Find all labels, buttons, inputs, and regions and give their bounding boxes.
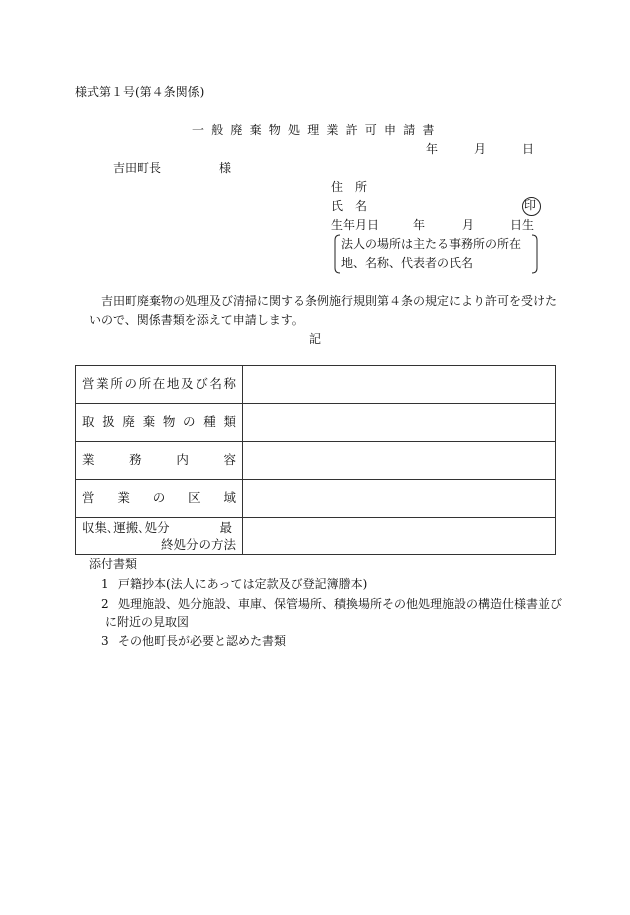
row-label: 業務内容: [76, 442, 243, 480]
row-value[interactable]: [243, 518, 556, 555]
corp-note-line1: 法人の場所は主たる事務所の所在: [341, 237, 522, 251]
row-value[interactable]: [243, 480, 556, 518]
row-label: 営業の区域: [76, 480, 243, 518]
table-row: [76, 480, 556, 518]
row-label: 収集､運搬､処分 最 終処分の方法: [76, 518, 243, 555]
seal-label: 印: [524, 198, 537, 212]
row-value[interactable]: [243, 442, 556, 480]
form-number: 様式第１号(第４条関係): [75, 85, 205, 99]
body-line1: 吉田町廃棄物の処理及び清掃に関する条例施行規則第４条の規定により許可を受けた: [101, 294, 558, 308]
attachment-text-cont: に附近の見取図: [105, 615, 190, 629]
attachment-text: その他町長が必要と認めた書類: [118, 634, 287, 648]
attachment-text: 戸籍抄本(法人にあっては定款及び登記簿謄本): [118, 577, 368, 591]
seal-circle: [522, 197, 541, 216]
corp-note-line2: 地、名称、代表者の氏名: [341, 256, 474, 270]
table-row: [76, 442, 556, 480]
ki-mark: 記: [309, 332, 322, 346]
date-day: 日: [522, 142, 535, 156]
attachment-text: 処理施設、処分施設、車庫、保管場所、積換場所その他処理施設の構造仕様書並び: [118, 597, 563, 611]
date-month: 月: [474, 142, 487, 156]
form-title: 一般廃棄物処理業許可申請書: [192, 123, 442, 137]
body-line2: いので、関係書類を添えて申請します。: [89, 313, 304, 327]
row-label: 取扱廃棄物の種類: [76, 404, 243, 442]
row-value[interactable]: [243, 366, 556, 404]
name-label: 氏 名: [331, 199, 368, 213]
attachment-number: 2: [101, 597, 109, 611]
application-table: [75, 365, 556, 555]
date-year: 年: [426, 142, 439, 156]
birth-label: 生年月日: [331, 218, 380, 232]
address-label: 住 所: [331, 180, 368, 194]
table-row: [76, 366, 556, 404]
table-row: [76, 404, 556, 442]
attachments-heading: 添付書類: [89, 557, 138, 571]
row-value[interactable]: [243, 404, 556, 442]
attachment-number: 1: [101, 577, 109, 591]
birth-year: 年: [413, 218, 426, 232]
attachment-number: 3: [101, 634, 109, 648]
addressee-suffix: 様: [219, 161, 232, 175]
row-label: 営業所の所在地及び名称: [76, 366, 243, 404]
birth-day: 日生: [510, 218, 535, 232]
birth-month: 月: [462, 218, 475, 232]
table-row: [76, 518, 556, 555]
addressee-name: 吉田町長: [113, 161, 162, 175]
